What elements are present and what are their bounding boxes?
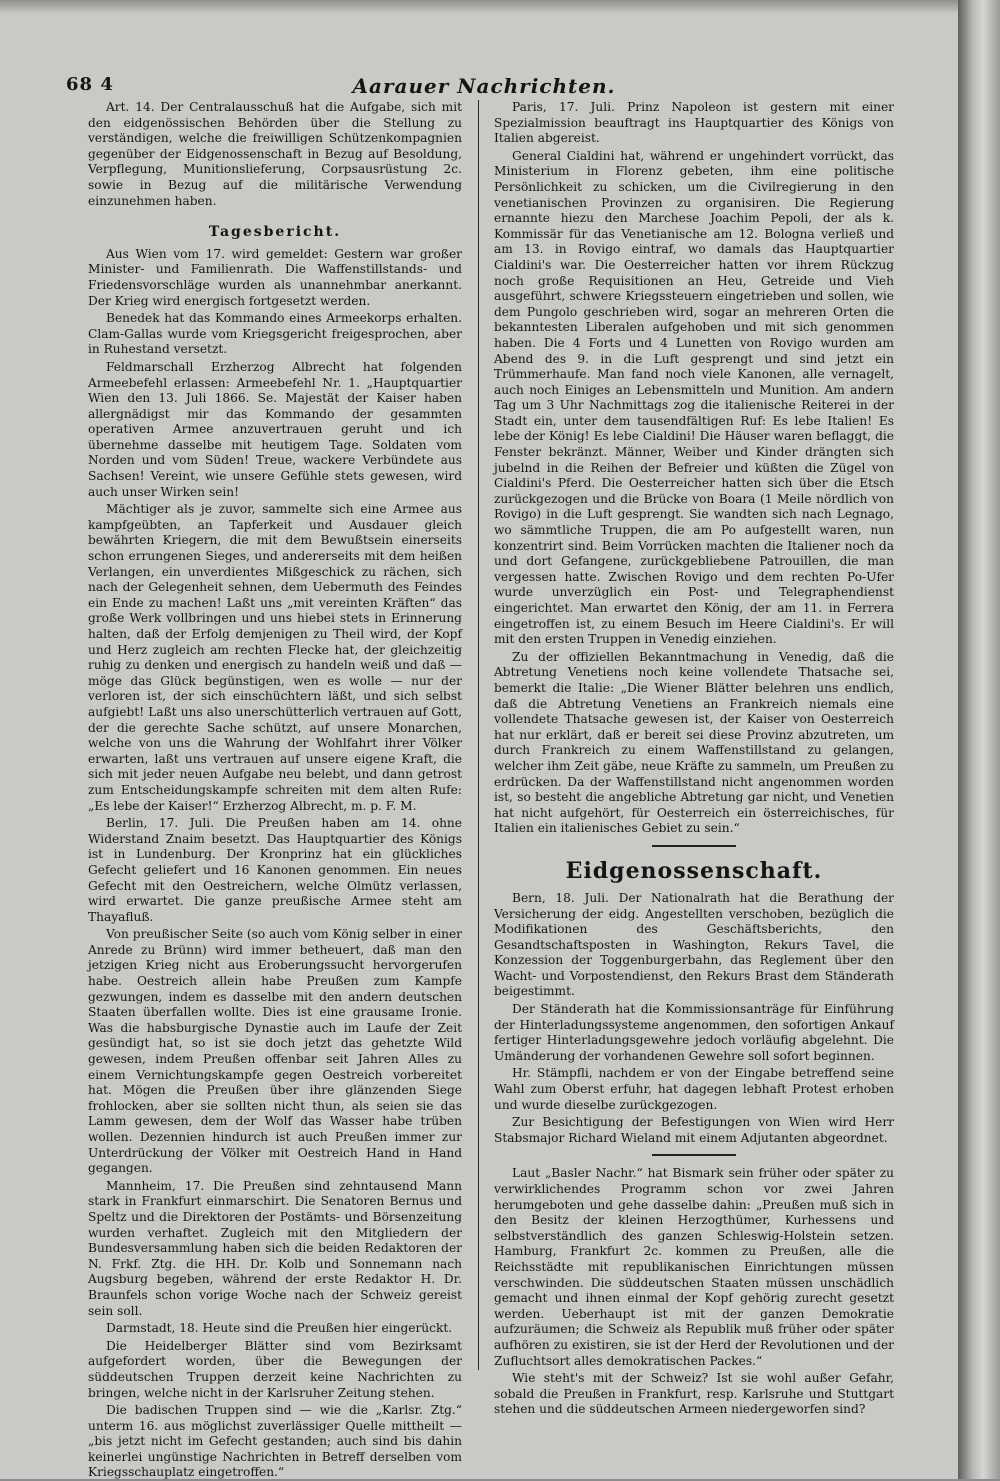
staempfli-report: Hr. Stämpfli, nachdem er von der Eingabe betreffend seine Wahl zum Oberst erfuhr, hat dagegen lebhaft Protest erhoben und wurde dieselbe zurückgezogen. — [494, 1066, 894, 1112]
venedig-report: Zu der offiziellen Bekanntmachung in Venedig, daß die Abtretung Venetiens noch keine vollendete Thatsache sei, bemerkt die Italie: „Die Wiener Blätter belehren uns endlich, daß die Abtretung Venetiens an Frankreich niemals eine vollendete Thatsache gewesen ist, der Kaiser von Oesterreich hat nur erklärt, daß er bereit sei diese Provinz abzutreten, um durch Frankreich zu einem Waffenstillstand zu gelangen, welcher ihm Zeit gäbe, neue Kräfte zu sammeln, um Preußen zu erdrücken. Da der Waffenstillstand nicht angenommen worden ist, so besteht die angebliche Abtretung gar nicht, und Venetien hat nicht aufgehört, für Oesterreich ein österreichisches, für Italien ein italienisches Gebiet zu sein.“ — [494, 649, 894, 836]
right-column — [494, 100, 894, 1470]
page-header — [66, 74, 902, 100]
wien-report: Aus Wien vom 17. wird gemeldet: Gestern war großer Minister- und Familienrath. Die Waffenstillstands- und Friedensvorschläge wurden als unannehmbar anerkannt. Der Krieg wird energisch fortgesetzt werden. — [88, 246, 462, 308]
page-binding-edge — [958, 0, 1000, 1479]
heidelberg-report: Die Heidelberger Blätter sind vom Bezirksamt aufgefordert worden, über die Bewegungen der süddeutschen Truppen derzeit keine Nachrichten zu bringen, welche nicht in der Karlsruher Zeitung stehen. — [88, 1338, 462, 1400]
basler-nachrichten-report: Laut „Basler Nachr.“ hat Bismark sein früher oder später zu verwirklichendes Programm schon vor zwei Jahren herumgeboten und gehe dasselbe dahin: „Preußen muß sich in den Besitz der kleinen Herzogthümer, Kurhessens und selbstverständlich des ganzen Schleswig-Holstein setzen. Hamburg, Frankfurt 2c. kommen zu Preußen, alle die Reichsstädte mit republikanischen Einrichtungen müssen verschwinden. Die süddeutschen Staaten müssen unschädlich gemacht und ihnen einmal der Kopf gehörig zurecht gesetzt werden. Ueberhaupt ist mit der ganzen Demokratie aufzuräumen; die Schweiz als Republik muß früher oder später aufhören zu existiren, sie ist der Herd der Revolutionen und der Zufluchtsort alles demokratischen Packes.“ — [494, 1166, 894, 1368]
benedek-report: Benedek hat das Kommando eines Armeekorps erhalten. Clam-Gallas wurde vom Kriegsgericht freigesprochen, aber in Ruhestand versetzt. — [88, 311, 462, 357]
berlin-report: Berlin, 17. Juli. Die Preußen haben am 14. ohne Widerstand Znaim besetzt. Das Hauptquartier des Königs ist in Lundenburg. Der Kronprinz hat ein glückliches Gefecht geliefert und 16 Kanonen genommen. Ein neues Gefecht mit den Oestreichern, welche Olmütz verlassen, wird erwartet. Die ganze preußische Armee steht am Thayafluß. — [88, 816, 462, 924]
article-divider — [652, 1154, 736, 1156]
staenderath-report: Der Ständerath hat die Kommissionsanträge für Einführung der Hinterladungssysteme angenommen, den sofortigen Ankauf fertiger Hinterladungsgewehre jedoch vorläufig abgelehnt. Die Umänderung der vorhandenen Gewehre soll sofort beginnen. — [494, 1002, 894, 1063]
armeebefehl-body: Mächtiger als je zuvor, sammelte sich eine Armee aus kampfgeübten, an Tapferkeit und Ausdauer gleich bewährten Kriegern, die mit dem Bewußtsein einerseits schon errungenen Sieges, und andererseits mit dem heißen Verlangen, ein unverdientes Mißgeschick zu rächen, sich nach der Gelegenheit sehnen, dem Uebermuth des Feindes ein Ende zu machen! Laßt uns „mit vereinten Kräften“ das große Werk vollbringen und uns hiebei stets in Erinnerung halten, daß der Erfolg demjenigen zu Theil wird, der Kopf und Herz zugleich am rechten Flecke hat, der gleichzeitig ruhig zu denken und energisch zu handeln weiß und daß — möge das Glück begünstigen, wen es wolle — nur der verloren ist, der sich einschüchtern läßt, und sich selbst aufgiebt! Laßt uns also unerschütterlich vertrauen auf Gott, der die gerechte Sache schützt, auf unsere Monarchen, welche von uns die Wahrung der Wohlfahrt ihrer Völker erwarten, laßt uns vertrauen auf unsere eigene Kraft, die sich mit jeder neuen Aufgabe neu belebt, und dann getrost zum Entscheidungskampfe schreiten mit dem alten Rufe: „Es lebe der Kaiser!“ Erzherzog Albrecht, m. p. F. M. — [88, 502, 462, 813]
mannheim-report: Mannheim, 17. Die Preußen sind zehntausend Mann stark in Frankfurt einmarschirt. Die Senatoren Bernus und Speltz und die Direktoren der Postämts- und Börsenzeitung wurden verhaftet. Zugleich mit den Mitgliedern der Bundesversammlung haben sich die beiden Redaktoren der N. Frkf. Ztg. die HH. Dr. Kolb und Sonnemann nach Augsburg begeben, während der erste Redaktor H. Dr. Braunfels schon vorige Woche nach der Schweiz gereist sein soll. — [88, 1178, 462, 1318]
section-title-tagesbericht: Tagesbericht. — [208, 224, 342, 241]
armeebefehl-intro: Feldmarschall Erzherzog Albrecht hat folgenden Armeebefehl erlassen: Armeebefehl Nr. 1. „Hauptquartier Wien den 13. Juli 1866. Se. Majestät der Kaiser haben allergnädigst mir das Kommando der gesammten operativen Armee anzuvertrauen geruht und ich übernehme dasselbe mit heutigem Tage. Soldaten vom Norden und vom Süden! Treue, wackere Verbündete aus Sachsen! Vereint, wie unsere Gefühle stets gewesen, wird auch unser Wirken sein! — [88, 359, 462, 499]
section-title-eidgenossenschaft: Eidgenossenschaft. — [565, 857, 823, 884]
wien-fortification-report: Zur Besichtigung der Befestigungen von Wien wird Herr Stabsmajor Richard Wieland mit einem Adjutanten abgeordnet. — [494, 1115, 894, 1145]
article-14-paragraph: Art. 14. Der Centralausschuß hat die Aufgabe, sich mit den eidgenössischen Behörden über die Stellung zu verständigen, welche die freiwilligen Schützenkompagnien gegenüber der Eidgenossenschaft in Bezug auf Besoldung, Verpflegung, Munitionslieferung, Corpsausrüstung 2c. sowie in Bezug auf die militärische Verwendung einzunehmen haben. — [88, 100, 462, 208]
darmstadt-report: Darmstadt, 18. Heute sind die Preußen hier eingerückt. — [106, 1321, 453, 1336]
schweiz-question: Wie steht's mit der Schweiz? Ist sie wohl außer Gefahr, sobald die Preußen in Frankfurt, resp. Karlsruhe und Stuttgart stehen und die süddeutschen Armeen niedergeworfen sind? — [494, 1371, 894, 1417]
column-divider — [478, 100, 479, 1370]
baden-troops-report: Die badischen Truppen sind — wie die „Karlsr. Ztg.“ unterm 16. aus möglichst zuverlässiger Quelle mittheilt — „bis jetzt nicht im Gefecht gestanden; auch sind bis dahin keinerlei ungünstige Nachrichten in Betreff derselben vom Kriegsschauplatz eingetroffen.“ — [88, 1403, 462, 1480]
section-divider — [652, 845, 736, 847]
page-number: 68 4 — [66, 74, 114, 95]
masthead-title: Aarauer Nachrichten. — [352, 74, 616, 98]
page-top-shadow — [0, 0, 958, 14]
bern-report: Bern, 18. Juli. Der Nationalrath hat die Berathung der Versicherung der eidg. Angestellten verschoben, bezüglich die Modifikationen des Geschäftsberichts, den Gesandtschaftsposten in Washington, Rekurs Tavel, die Konzession der Toggenburgerbahn, das Reglement über den Wacht- und Vorpostendienst, den Rekurs Brast dem Ständerath beigestimmt. — [494, 890, 894, 999]
cialdini-report: General Cialdini hat, während er ungehindert vorrückt, das Ministerium in Florenz gebeten, ihm eine politische Persönlichkeit zu schicken, um die Civilregierung in den venetianischen Provinzen zu organisiren. Die Regierung ernannte hiezu den Marchese Joachim Pepoli, der als k. Kommissär für das Venetianische am 12. Bologna verließ und am 13. in Rovigo eintraf, wo damals das Hauptquartier Cialdini's war. Die Oesterreicher hatten vor ihrem Rückzug noch große Requisitionen an Heu, Getreide und Vieh ausgeführt, schwere Kriegssteuern eingetrieben und sollen, wie dem Pungolo geschrieben wird, sogar an mehreren Orten die bekanntesten Liberalen aufgehoben und mit sich genommen haben. Die 4 Forts und 4 Lunetten von Rovigo wurden am Abend des 9. in die Luft gesprengt und sind jetzt ein Trümmerhaufe. Man fand noch viele Kanonen, alle vernagelt, auch noch Einiges an Lebensmitteln und Munition. Am andern Tag um 3 Uhr Nachmittags zog die italienische Reiterei in der Stadt ein, unter dem tausendfältigen Ruf: Es lebe Italien! Es lebe der König! Es lebe Cialdini! Die Häuser waren beflaggt, die Fenster bekränzt. Männer, Weiber und Kinder drängten sich jubelnd in die Reihen der Befreier und küßten die Zügel von Cialdini's Pferd. Die Oesterreicher hatten sich über die Etsch zurückgezogen und die Brücke von Boara (1 Meile nördlich von Rovigo) in die Luft gesprengt. Sie wandten sich nach Legnago, wo sämmtliche Truppen, die am Po aufgestellt waren, nun konzentrirt sind. Beim Vorrücken machten die Italiener noch da und dort Gefangene, zurückgebliebene Patrouillen, die man vergessen hatte. Zwischen Rovigo und dem rechten Po-Ufer wurde unverzüglich ein Post- und Telegraphendienst eingerichtet. Man erwartet den König, der am 11. in Ferrera eingetroffen ist, zu einem Besuch im Heere Cialdini's. Er will mit den ersten Truppen in Venedig einziehen. — [494, 148, 894, 647]
prussian-side-commentary: Von preußischer Seite (so auch vom König selber in einer Anrede zu Brünn) wird immer betheuert, daß man den jetzigen Krieg nicht aus Eroberungssucht hervorgerufen habe. Oestreich allein habe Preußen zum Kampfe gezwungen, indem es dasselbe mit den andern deutschen Staaten überfallen wollte. Dies ist eine grausame Ironie. Was die habsburgische Dynastie auch im Laufe der Zeit gesündigt hat, so ist sie doch jetzt das gehetzte Wild gewesen, indem Preußen offenbar seit Jahren Alles zu einem Vernichtungskampfe gegen Oestreich vorbereitet hat. Mögen die Preußen über ihre glänzenden Siege frohlocken, aber sie sollten nicht thun, als seien sie das Lamm gewesen, dem der Wolf das Wasser habe trüben wollen. Dezennien hindurch ist auch Preußen immer zur Unterdrückung der Völker mit Oestreich Hand in Hand gegangen. — [88, 927, 462, 1176]
paris-report: Paris, 17. Juli. Prinz Napoleon ist gestern mit einer Spezialmission beauftragt ins Hauptquartier des Königs von Italien abgereist. — [494, 100, 894, 146]
left-column — [88, 100, 462, 1480]
